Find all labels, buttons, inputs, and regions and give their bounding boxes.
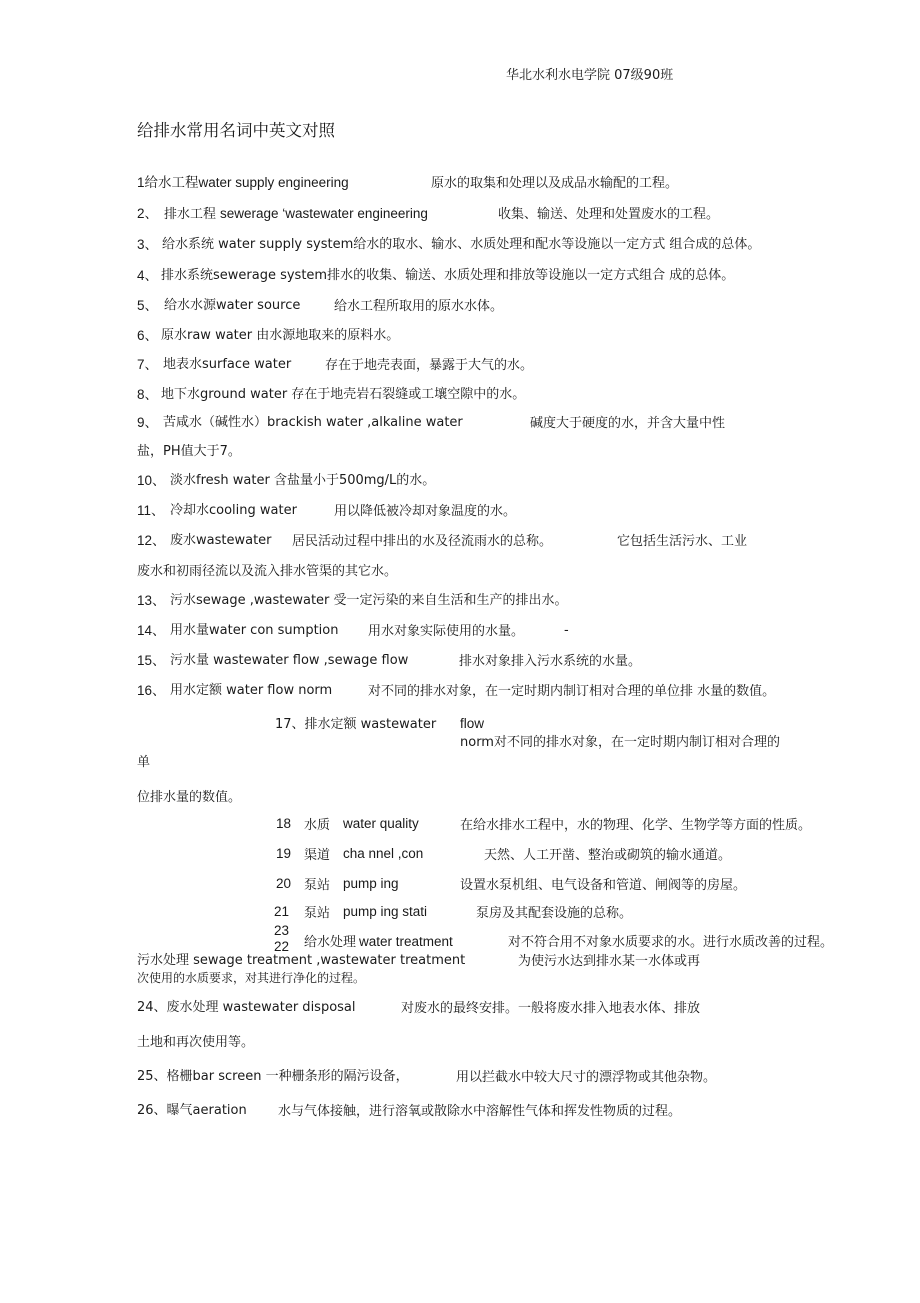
entry-19-num: 19 xyxy=(276,846,292,861)
page-title: 给排水常用名词中英文对照 xyxy=(137,121,335,140)
entry-4-num: 4、 xyxy=(137,268,159,283)
entry-11-num: 11、 xyxy=(137,503,165,518)
entry-2-cn: 排水工程 xyxy=(164,207,217,222)
entry-12-term: 废水wastewater xyxy=(170,533,272,548)
header-school: 华北水利水电学院 07级90班 xyxy=(506,68,674,83)
entry-16-num: 16、 xyxy=(137,683,166,698)
entry-7-num: 7、 xyxy=(137,357,159,372)
entry-19-en: cha nnel ,con xyxy=(343,846,424,861)
entry-20-num: 20 xyxy=(276,876,292,891)
entry-1-term: 1给水工程water supply engineering xyxy=(137,175,349,190)
entry-8-text: 地下水ground water 存在于地壳岩石裂缝或工壤空隙中的水。 xyxy=(161,387,526,402)
entry-19-cn: 渠道 xyxy=(304,848,331,863)
entry-3-num: 3、 xyxy=(137,237,159,252)
entry-2-num: 2、 xyxy=(137,206,159,221)
entry-21-en: pump ing stati xyxy=(343,904,428,919)
entry-16-term: 用水定额 water flow norm xyxy=(170,683,333,698)
entry-4-text: 排水系统sewerage system排水的收集、输送、水质处理和排放等设施以一定方式组合 成的总体。 xyxy=(161,268,735,283)
entry-25-def: 用以拦截水中较大尺寸的漂浮物或其他杂物。 xyxy=(456,1070,717,1085)
entry-23-def: 为使污水达到排水某一水体或再 xyxy=(518,954,701,969)
entry-17-flow: flow xyxy=(460,716,485,731)
entry-14-mark: - xyxy=(564,623,569,638)
entry-12-cont: 废水和初雨径流以及流入排水管渠的其它水。 xyxy=(137,564,398,579)
entry-15-num: 15、 xyxy=(137,653,166,668)
entry-16-def: 对不同的排水对象，在一定时期内制订相对合理的单位排 水量的数值。 xyxy=(368,684,776,699)
entry-24-def: 对废水的最终安排。一般将废水排入地表水体、排放 xyxy=(401,1001,701,1016)
entry-8-num: 8、 xyxy=(137,387,159,402)
entry-7-term: 地表水surface water xyxy=(163,357,292,372)
entry-1-def: 原水的取集和处理以及成品水输配的工程。 xyxy=(431,176,679,191)
entry-17-def: norm对不同的排水对象，在一定时期内制订相对合理的 xyxy=(460,735,780,750)
entry-18-en: water quality xyxy=(343,816,419,831)
entry-9-def: 碱度大于硬度的水，并含大量中性 xyxy=(530,416,726,431)
entry-5-def: 给水工程所取用的原水水体。 xyxy=(334,299,504,314)
entry-10-num: 10、 xyxy=(137,473,166,488)
entry-13-text: 污水sewage ,wastewater 受一定污染的来自生活和生产的排出水。 xyxy=(170,593,568,608)
entry-17-dan: 单 xyxy=(137,755,151,770)
entry-11-def: 用以降低被冷却对象温度的水。 xyxy=(334,504,517,519)
entry-26-def: 水与气体接触，进行溶氧或散除水中溶解性气体和挥发性物质的过程。 xyxy=(278,1104,682,1119)
entry-12-def: 居民活动过程中排出的水及径流雨水的总称。 xyxy=(292,534,553,549)
entry-23-term: 污水处理 sewage treatment ,wastewater treatment xyxy=(137,953,466,968)
entry-9-term: 苦咸水（碱性水）brackish water ,alkaline water xyxy=(163,415,463,430)
entry-22-num22: 22 xyxy=(274,939,290,954)
entry-14-def: 用水对象实际使用的水量。 xyxy=(368,624,525,639)
entry-25-term: 25、格栅bar screen 一种栅条形的隔污设备， xyxy=(137,1069,409,1084)
entry-12-num: 12、 xyxy=(137,533,166,548)
entry-21-num: 21 xyxy=(274,904,290,919)
entry-22-num23: 23 xyxy=(274,923,290,938)
entry-15-def: 排水对象排入污水系统的水量。 xyxy=(459,654,642,669)
entry-18-cn: 水质 xyxy=(304,818,331,833)
entry-17-term: 17、排水定额 wastewater xyxy=(275,717,437,732)
entry-23-cont: 次使用的水质要求，对其进行净化的过程。 xyxy=(137,971,366,985)
entry-26-term: 26、曝气aeration xyxy=(137,1103,247,1118)
entry-18-def: 在给水排水工程中，水的物理、化学、生物学等方面的性质。 xyxy=(460,818,812,833)
entry-20-cn: 泵站 xyxy=(304,878,331,893)
entry-2-en: sewerage ‘wastewater engineering xyxy=(220,206,428,221)
entry-7-def: 存在于地壳表面，暴露于大气的水。 xyxy=(325,358,534,373)
entry-24-cont: 土地和再次使用等。 xyxy=(137,1035,255,1050)
entry-5-num: 5、 xyxy=(137,298,159,313)
entry-6-num: 6、 xyxy=(137,328,159,343)
entry-9-num: 9、 xyxy=(137,415,159,430)
entry-17-cont: 位排水量的数值。 xyxy=(137,790,242,805)
entry-3-text: 给水系统 water supply system给水的取水、输水、水质处理和配水等设施以一定方式 组合成的总体。 xyxy=(162,237,761,252)
entry-21-cn: 泵站 xyxy=(304,906,331,921)
entry-20-def: 设置水泵机组、电气设备和管道、闸阀等的房屋。 xyxy=(460,878,747,893)
entry-6-text: 原水raw water 由水源地取来的原料水。 xyxy=(161,328,400,343)
entry-5-term: 给水水源water source xyxy=(164,298,301,313)
entry-13-num: 13、 xyxy=(137,593,166,608)
entry-18-num: 18 xyxy=(276,816,292,831)
entry-14-num: 14、 xyxy=(137,623,166,638)
entry-22-cn: 给水处理 xyxy=(304,935,357,950)
entry-20-en: pump ing xyxy=(343,876,399,891)
entry-14-term: 用水量water con sumption xyxy=(170,623,339,638)
entry-19-def: 天然、人工开凿、整治或砌筑的输水通道。 xyxy=(484,848,732,863)
entry-12-def2: 它包括生活污水、工业 xyxy=(617,534,748,549)
entry-11-term: 冷却水cooling water xyxy=(170,503,297,518)
entry-15-term: 污水量 wastewater flow ,sewage flow xyxy=(170,653,409,668)
entry-2-def: 收集、输送、处理和处置废水的工程。 xyxy=(498,207,720,222)
entry-9-cont: 盐，PH值大于7。 xyxy=(137,444,241,459)
entry-24-term: 24、废水处理 wastewater disposal xyxy=(137,1000,356,1015)
entry-21-def: 泵房及其配套设施的总称。 xyxy=(476,906,633,921)
entry-22-def: 对不符合用不对象水质要求的水。进行水质改善的过程。 xyxy=(508,935,834,950)
entry-10-text: 淡水fresh water 含盐量小于500mg/L的水。 xyxy=(170,473,436,488)
entry-22-en: water treatment xyxy=(359,934,453,949)
